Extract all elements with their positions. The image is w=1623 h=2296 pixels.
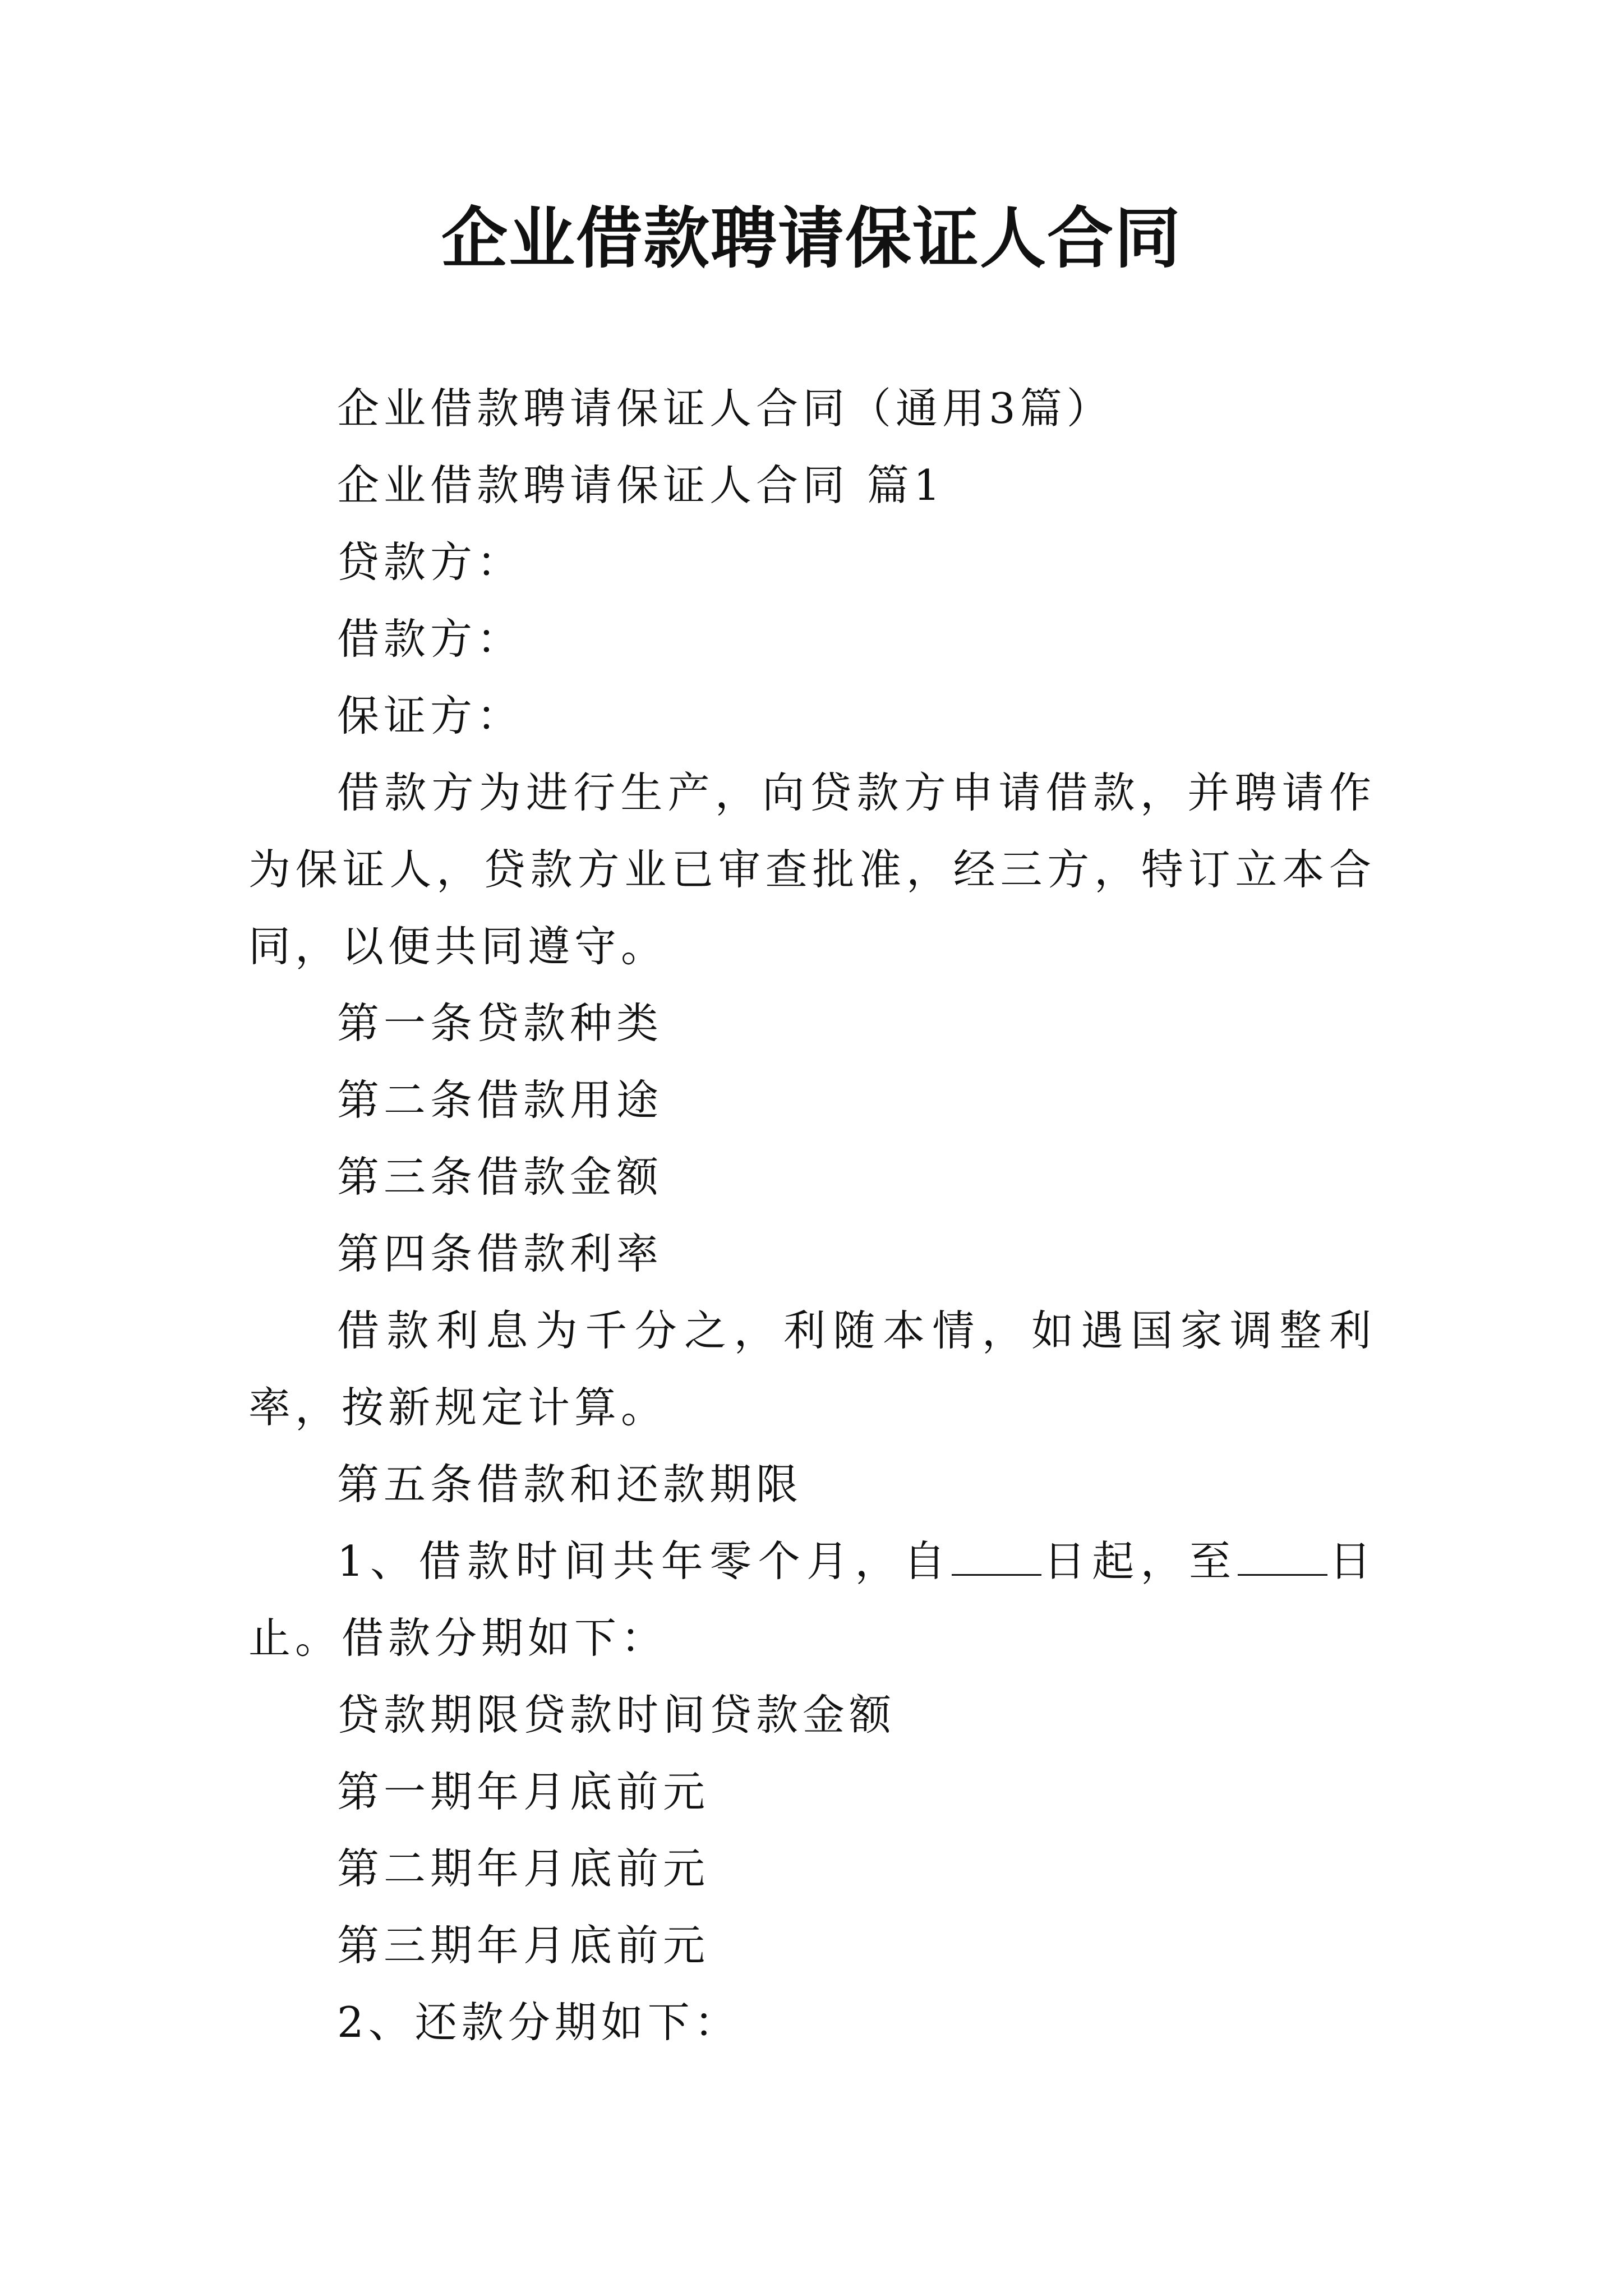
document-title: 企业借款聘请保证人合同	[441, 199, 1182, 277]
interest-paragraph: 借款利息为千分之，利随本情，如遇国家调整利率，按新规定计算。	[248, 1306, 1376, 1432]
loan-term-text-2: 日起，至	[1041, 1536, 1238, 1586]
schedule-header: 贷款期限贷款时间贷款金额	[337, 1690, 896, 1740]
loan-term-paragraph	[248, 1523, 1376, 1677]
article-3-heading: 第三条借款金额	[337, 1152, 663, 1202]
preamble-paragraph: 借款方为进行生产，向贷款方申请借款，并聘请作为保证人，贷款方业已审查批准，经三方，特订立本合同，以便共同遵守。	[248, 768, 1376, 971]
schedule-row-3: 第三期年月底前元	[337, 1921, 710, 1970]
borrower-line: 借款方：	[337, 614, 524, 664]
article-4-heading: 第四条借款利率	[337, 1229, 663, 1278]
section-heading: 企业借款聘请保证人合同 篇1	[337, 461, 945, 510]
article-5-heading: 第五条借款和还款期限	[337, 1460, 803, 1509]
loan-term-text-1: 1、借款时间共年零个月，自	[337, 1536, 952, 1586]
subtitle-paragraph: 企业借款聘请保证人合同（通用3篇）	[337, 384, 1113, 433]
start-date-blank	[952, 1540, 1041, 1576]
end-date-blank	[1238, 1540, 1327, 1576]
article-2-heading: 第二条借款用途	[337, 1075, 663, 1125]
loan-term-text-3: 日止。借款分期如下：	[248, 1536, 1376, 1663]
guarantor-line: 保证方：	[337, 691, 524, 740]
repayment-heading: 2、还款分期如下：	[337, 1998, 741, 2047]
schedule-row-2: 第二期年月底前元	[337, 1844, 710, 1893]
article-1-heading: 第一条贷款种类	[337, 999, 663, 1048]
document-body	[248, 370, 1376, 2061]
lender-line: 贷款方：	[337, 537, 524, 587]
schedule-row-1: 第一期年月底前元	[337, 1767, 710, 1816]
